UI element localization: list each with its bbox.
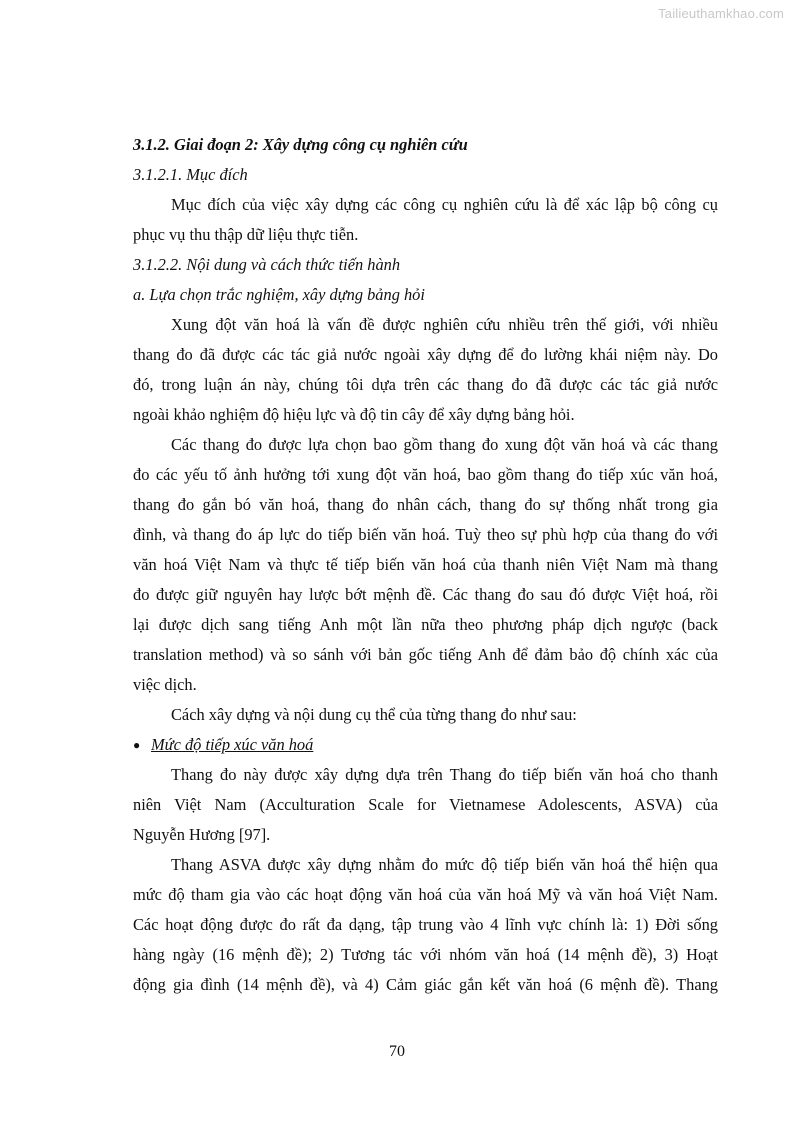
paragraph-line: thang đo gắn bó văn hoá, thang đo nhân cách, thang đo sự thống nhất trong gia: [133, 495, 718, 514]
paragraph-line: động gia đình (14 mệnh đề), và 4) Cảm giác gắn kết văn hoá (6 mệnh đề). Thang: [133, 975, 718, 994]
paragraph-line: Các thang đo được lựa chọn bao gồm thang đo xung đột văn hoá và các thang: [171, 435, 718, 454]
paragraph-line: đó, trong luận án này, chúng tôi dựa trên các thang đo đã được các tác giả nước: [133, 375, 718, 394]
paragraph-line: Các hoạt động được đo rất đa dạng, tập trung vào 4 lĩnh vực chính là: 1) Đời sống: [133, 915, 718, 934]
paragraph-line: thang đo đã được các tác giả nước ngoài xây dựng để đo lường khái niệm này. Do: [133, 345, 718, 364]
paragraph-line: ngoài khảo nghiệm độ hiệu lực và độ tin cây để xây dựng bảng hỏi.: [133, 405, 575, 424]
paragraph-line: Thang đo này được xây dựng dựa trên Thang đo tiếp biến văn hoá cho thanh: [171, 765, 718, 784]
page-number: 70: [389, 1043, 405, 1060]
paragraph-line: Nguyễn Hương [97].: [133, 825, 271, 844]
paragraph-line: translation method) và so sánh với bản gốc tiếng Anh để đảm bảo độ chính xác của: [133, 645, 718, 664]
paragraph-line: Xung đột văn hoá là vấn đề được nghiên cứu nhiều trên thế giới, với nhiều: [171, 315, 718, 334]
page-content: [133, 130, 718, 1000]
paragraph-line: phục vụ thu thập dữ liệu thực tiễn.: [133, 225, 359, 244]
subheading-questionnaire: a. Lựa chọn trắc nghiệm, xây dựng bảng hỏi: [133, 285, 425, 304]
paragraph-line: Mục đích của việc xây dựng các công cụ nghiên cứu là để xác lập bộ công cụ: [171, 195, 718, 214]
paragraph-line: đo được giữ nguyên hay lược bớt mệnh đề. Các thang đo sau đó được Việt hoá, rồi: [133, 585, 718, 604]
paragraph-line: đo các yếu tố ảnh hưởng tới xung đột văn hoá, bao gồm thang đo tiếp xúc văn hoá,: [133, 465, 718, 484]
paragraph-line: Thang ASVA được xây dựng nhằm đo mức độ tiếp biến văn hoá thể hiện qua: [171, 855, 718, 874]
paragraph-line: đình, và thang đo áp lực do tiếp biến văn hoá. Tuỳ theo sự phù hợp của thang đo với: [133, 525, 718, 544]
paragraph-line: lại được dịch sang tiếng Anh một lần nữa theo phương pháp dịch ngược (back: [133, 615, 718, 634]
bullet-item: [133, 730, 718, 760]
subheading-content: 3.1.2.2. Nội dung và cách thức tiến hành: [133, 255, 401, 274]
paragraph-line: mức độ tham gia vào các hoạt động văn hoá của văn hoá Mỹ và văn hoá Việt Nam.: [133, 885, 718, 904]
paragraph-line: việc dịch.: [133, 675, 197, 694]
paragraph-line: Cách xây dựng và nội dung cụ thể của từng thang đo như sau:: [171, 705, 577, 724]
section-heading: 3.1.2. Giai đoạn 2: Xây dựng công cụ nghiên cứu: [133, 135, 468, 154]
paragraph-line: hàng ngày (16 mệnh đề); 2) Tương tác với nhóm văn hoá (14 mệnh đề), 3) Hoạt: [133, 945, 718, 964]
watermark: Tailieuthamkhao.com: [658, 6, 784, 21]
paragraph-line: niên Việt Nam (Acculturation Scale for Vietnamese Adolescents, ASVA) của: [133, 795, 718, 814]
bullet-dot-icon: ●: [133, 738, 141, 752]
paragraph-line: văn hoá Việt Nam và thực tế tiếp biến văn hoá của thanh niên Việt Nam mà thang: [133, 555, 718, 574]
subheading-purpose: 3.1.2.1. Mục đích: [133, 165, 248, 184]
bullet-label: Mức độ tiếp xúc văn hoá: [151, 735, 314, 754]
